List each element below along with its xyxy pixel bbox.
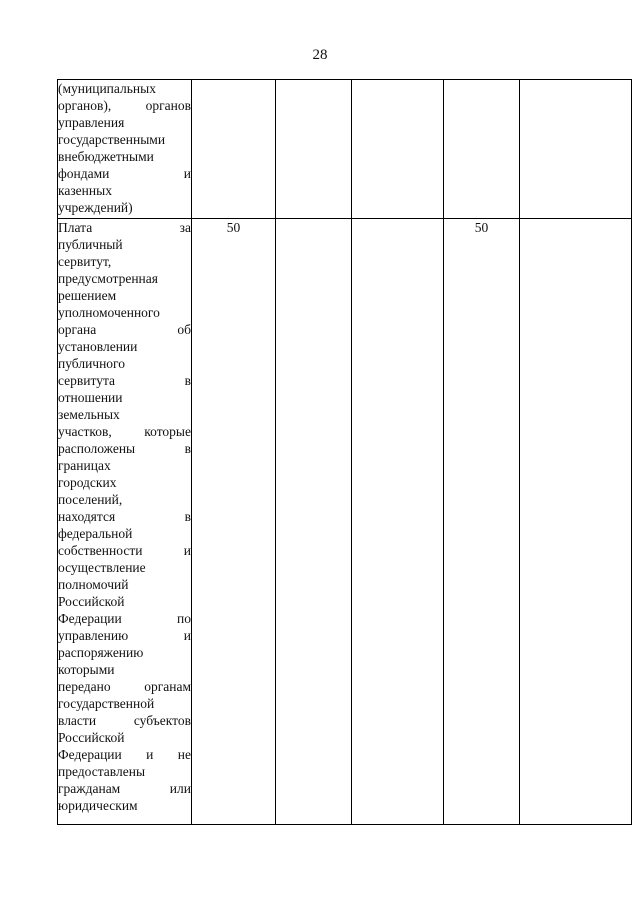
description-line: передано органам (58, 679, 191, 694)
description-cell (58, 219, 192, 825)
description-line: полномочий (58, 577, 129, 592)
description-line: предоставлены (58, 764, 146, 779)
description-line: Российской (58, 730, 125, 745)
description-line: установлении (58, 339, 138, 354)
description-line: распоряжению (58, 645, 144, 660)
value-cell (192, 80, 276, 219)
data-table (57, 79, 632, 825)
description-line: органов), органов (58, 98, 191, 113)
description-line: сервитут, (58, 254, 112, 269)
description-line: уполномоченного (58, 305, 160, 320)
description-line: городских (58, 475, 117, 490)
description-line: отношении (58, 390, 123, 405)
value-cell: 50 (192, 219, 276, 825)
description-line: федеральной (58, 526, 133, 541)
value-cell: 50 (444, 219, 520, 825)
description-line: земельных (58, 407, 120, 422)
description-cell (58, 80, 192, 219)
description-line: управления (58, 115, 125, 130)
description-line: учреждений) (58, 200, 133, 215)
description-line: внебюджетными (58, 149, 154, 164)
table-row (58, 219, 632, 825)
value-cell (444, 80, 520, 219)
description-line: управлению и (58, 628, 191, 643)
description-line: публичного (58, 356, 126, 371)
value-cell (520, 219, 632, 825)
description-line: органа об (58, 322, 191, 337)
description-line: Федерации и не (58, 747, 191, 762)
description-line: Российской (58, 594, 125, 609)
description-line: осуществление (58, 560, 146, 575)
value-cell (520, 80, 632, 219)
description-line: Плата за (58, 220, 191, 235)
description-line: расположены в (58, 441, 191, 456)
description-line: Федерации по (58, 611, 191, 626)
description-line: юридическим (58, 798, 138, 813)
description-line: находятся в (58, 509, 191, 524)
description-line: публичный (58, 237, 123, 252)
description-line: предусмотренная (58, 271, 158, 286)
description-line: поселений, (58, 492, 123, 507)
value-cell (276, 219, 352, 825)
description-line: фондами и (58, 166, 191, 181)
description-line: гражданам или (58, 781, 191, 796)
description-line: казенных (58, 183, 112, 198)
page-number: 28 (312, 47, 328, 63)
description-line: участков, которые (58, 424, 191, 439)
description-line: собственности и (58, 543, 191, 558)
value-cell (276, 80, 352, 219)
table-row (58, 80, 632, 219)
description-line: которыми (58, 662, 115, 677)
description-line: решением (58, 288, 117, 303)
description-line: государственными (58, 132, 166, 147)
value-cell (352, 219, 444, 825)
value-cell (352, 80, 444, 219)
description-line: государственной (58, 696, 155, 711)
description-line: (муниципальных (58, 81, 156, 96)
description-line: границах (58, 458, 111, 473)
description-line: власти субъектов (58, 713, 191, 728)
description-line: сервитута в (58, 373, 191, 388)
